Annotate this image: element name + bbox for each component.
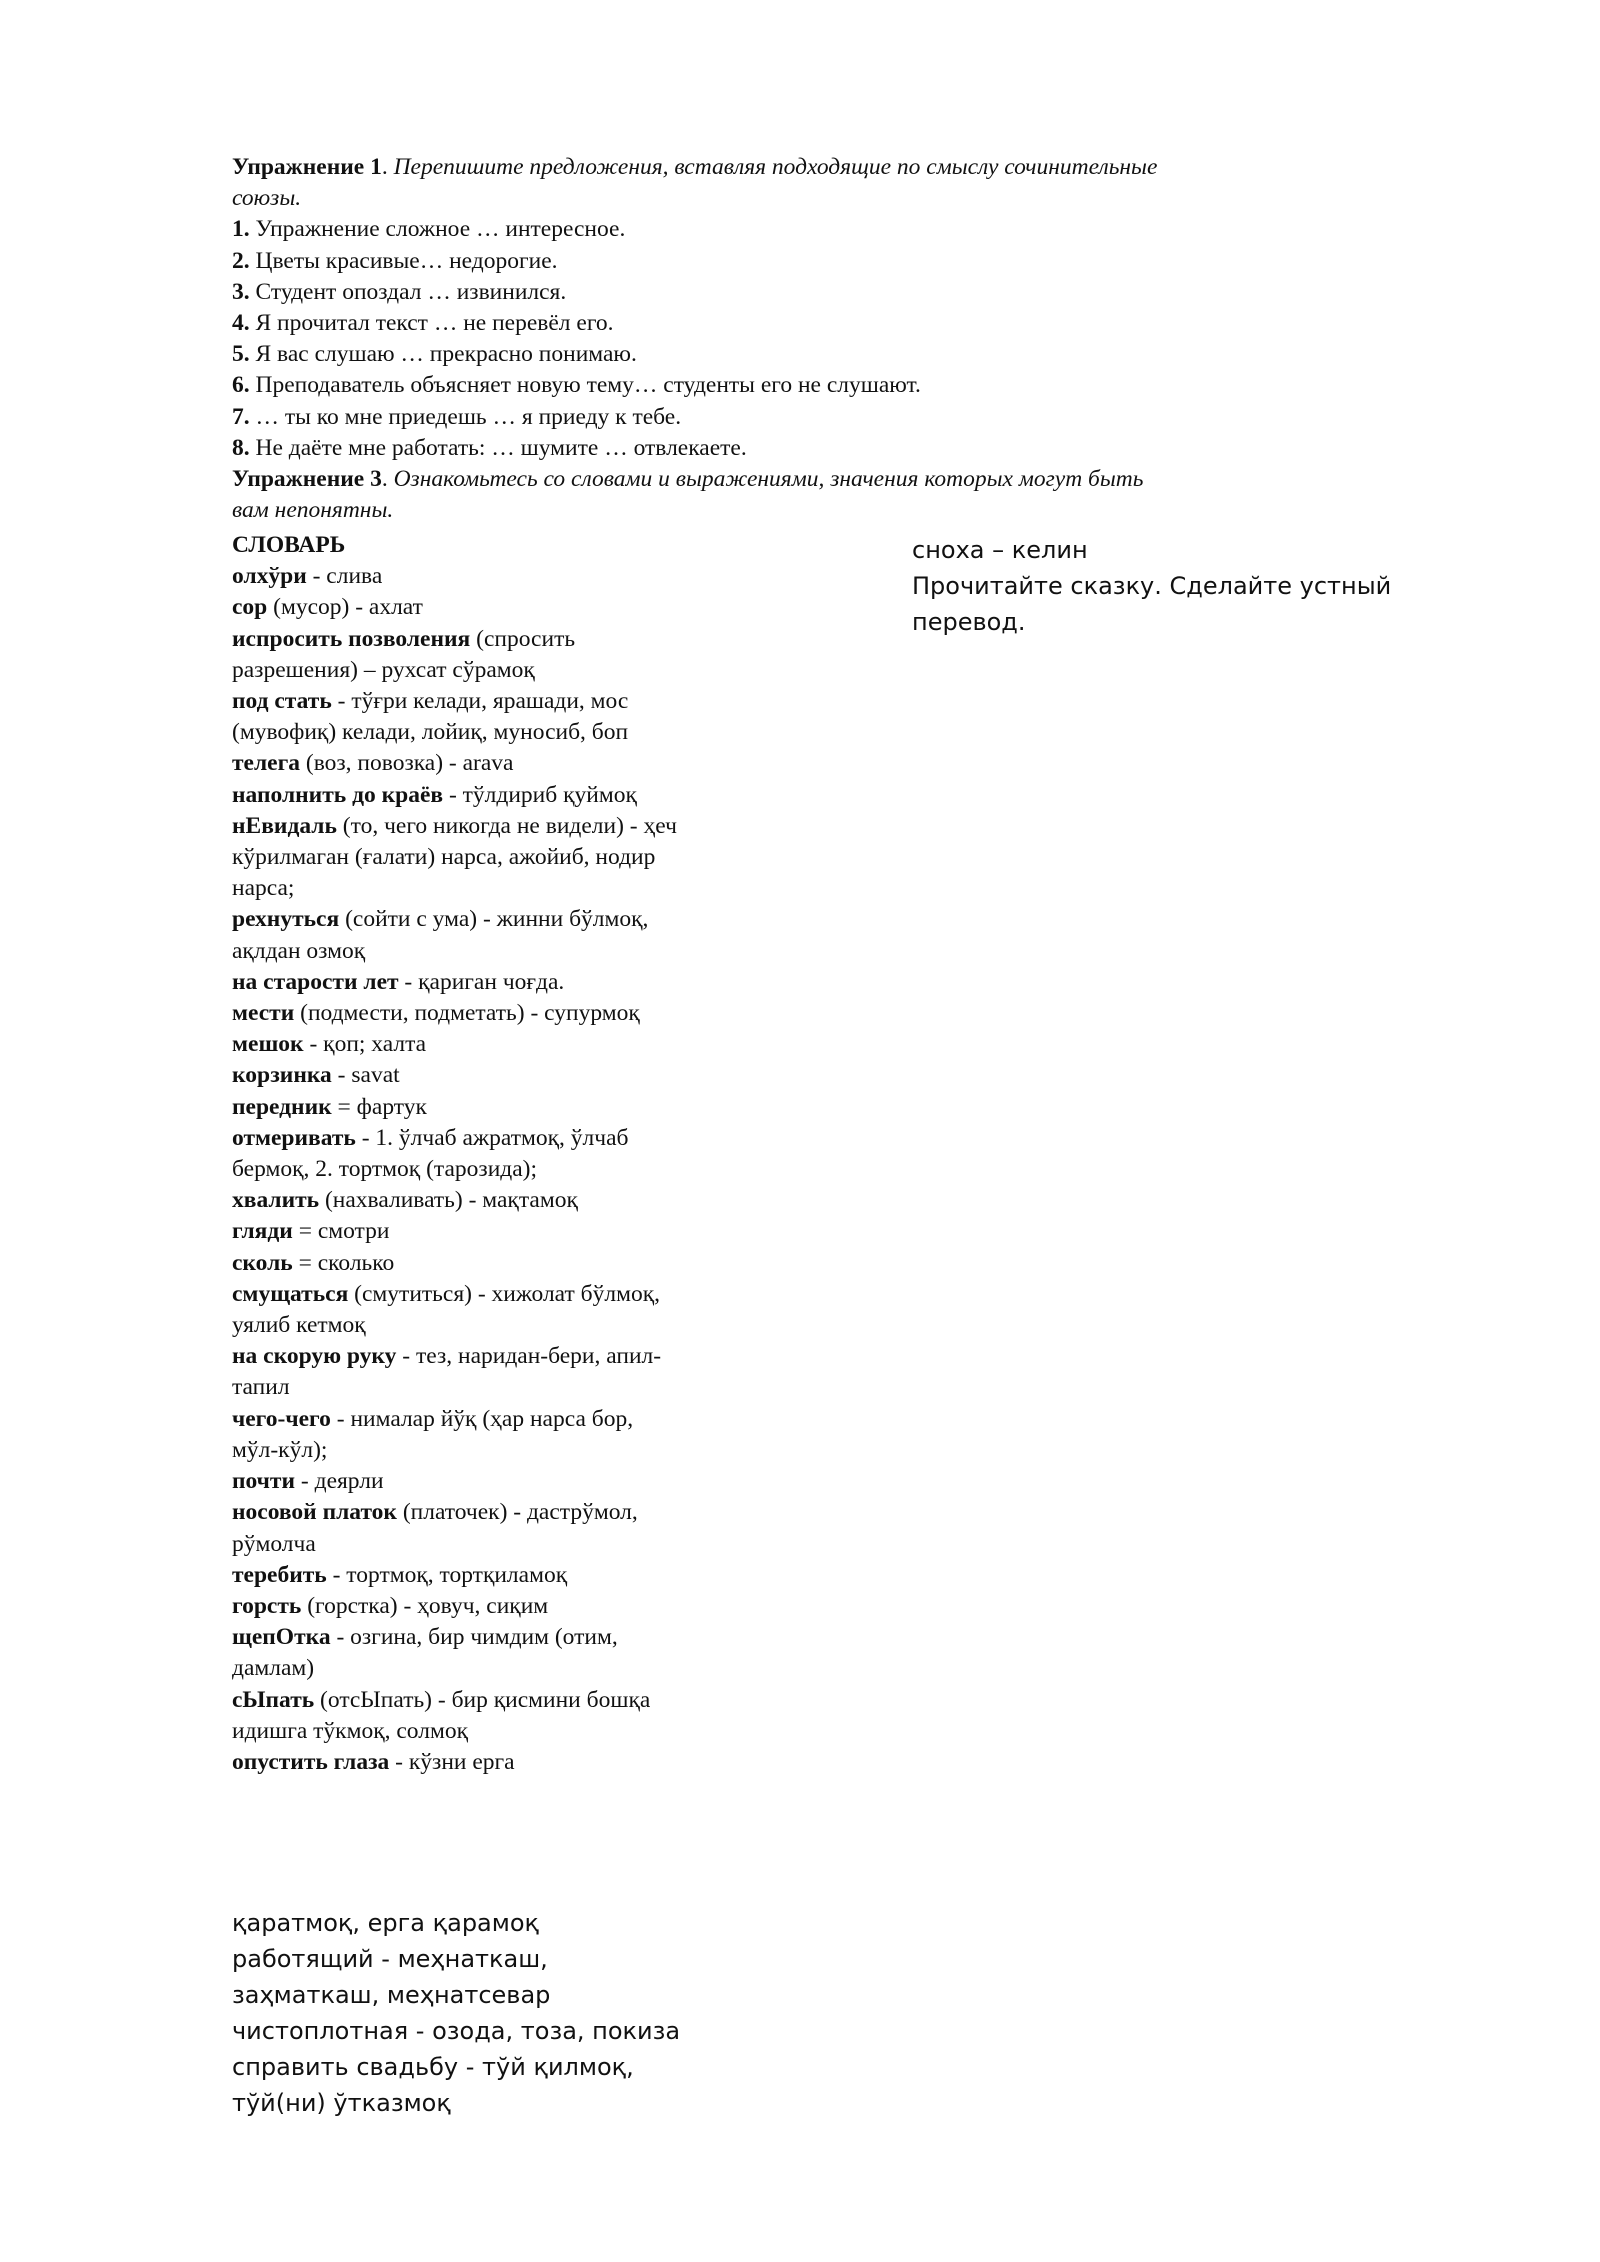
entry-term: нЕвидаль (232, 812, 337, 839)
dictionary-entry (232, 1497, 682, 1559)
entry-term: передник (232, 1093, 332, 1120)
exercise-1-items (232, 214, 1172, 464)
entry-term: олхўри (232, 563, 307, 590)
dictionary-entry (232, 561, 682, 592)
dictionary-entry (232, 1747, 682, 1778)
reading-task: Прочитайте сказку. Сделайте устный перевод. (912, 572, 1392, 636)
exercise-1-instruction: Перепишите предложения, вставляя подходящие по смыслу сочинительные союзы. (232, 154, 1158, 212)
exercise-1-item (232, 277, 1172, 308)
entry-definition: (воз, повозка) - arava (300, 750, 514, 777)
entry-term: сколь (232, 1249, 293, 1276)
dictionary-entry (232, 624, 682, 686)
exercise-1-item (232, 246, 1172, 277)
entry-definition: - нималар йўқ (ҳар нарса бор, мўл-кўл); (232, 1405, 634, 1463)
exercise-1-heading: Упражнение 1. Перепишите предложения, вставляя подходящие по смыслу сочинительные союзы. (232, 154, 1158, 212)
entry-definition: - қариган чоғда. (398, 968, 565, 995)
dictionary-entry (232, 904, 682, 966)
exercise-3-label: Упражнение 3 (232, 466, 382, 493)
entry-definition: - қоп; халта (303, 1031, 427, 1058)
entry-term: гляди (232, 1218, 293, 1245)
entry-term: на скорую руку (232, 1343, 397, 1370)
entry-term: сор (232, 594, 268, 621)
dictionary-entry (232, 1560, 682, 1591)
exercise-3-instruction: Ознакомьтесь со словами и выражениями, значения которых могут быть вам непонятны. (232, 466, 1144, 524)
exercise-1-item (232, 308, 1172, 339)
exercise-1-item (232, 339, 1172, 370)
dictionary-entry (232, 1123, 682, 1185)
exercise-1-item (232, 370, 1172, 401)
entry-term: теребить (232, 1561, 327, 1588)
entry-term: чего-чего (232, 1405, 331, 1432)
dictionary-entry (232, 780, 682, 811)
item-number: 8. (232, 434, 250, 461)
entry-definition: (горстка) - ҳовуч, сиқим (301, 1592, 549, 1619)
dictionary-entry (232, 1092, 682, 1123)
dictionary (232, 530, 682, 1778)
item-number: 7. (232, 403, 250, 430)
entry-term: щепОтка (232, 1624, 331, 1651)
dictionary-entry (232, 1341, 682, 1403)
dictionary-entry (232, 1622, 682, 1684)
dictionary-title: СЛОВАРЬ (232, 532, 346, 558)
exercise-1-item (232, 433, 1172, 464)
item-text: Не даёте мне работать: … шумите … отвлекаете. (249, 434, 747, 461)
entry-definition: (подмести, подметать) - супурмоқ (294, 1000, 640, 1027)
entry-definition: (спросить разрешения) – рухсат сўрамоқ (232, 625, 576, 683)
dictionary-line: чистоплотная - озода, тоза, покиза (232, 2017, 681, 2045)
snokha-entry: сноха – келин (912, 536, 1088, 564)
dictionary-entry (232, 592, 682, 623)
entry-term: опустить глаза (232, 1748, 390, 1775)
item-text: Упражнение сложное … интересное. (249, 216, 626, 243)
dictionary-entry (232, 1466, 682, 1497)
exercise-section (232, 152, 1172, 526)
entry-definition: = смотри (292, 1218, 390, 1245)
dictionary-entry (232, 1216, 682, 1247)
item-text: Я вас слушаю … прекрасно понимаю. (249, 341, 637, 368)
dictionary-entry (232, 998, 682, 1029)
dictionary-entry (232, 686, 682, 748)
entry-definition: - тўғри келади, ярашади, мос (мувофиқ) келади, лойиқ, муносиб, боп (232, 688, 629, 746)
entry-definition: - savat (331, 1062, 400, 1089)
entry-term: на старости лет (232, 968, 399, 995)
dictionary-entry (232, 967, 682, 998)
exercise-1-label: Упражнение 1 (232, 154, 382, 180)
item-number: 6. (232, 372, 250, 399)
dictionary-line: работящий - меҳнаткаш, заҳматкаш, меҳнатсевар (232, 1945, 551, 2009)
dictionary-entry (232, 1591, 682, 1622)
entry-definition: (отсЫпать) - бир қисмини бошқа идишга тўкмоқ, солмоқ (232, 1686, 651, 1744)
right-column (912, 532, 1432, 640)
entry-term: под стать (232, 688, 332, 715)
entry-term: мешок (232, 1031, 304, 1058)
entry-definition: (то, чего никогда не видели) - ҳеч кўрилмаган (ғалати) нарса, ажойиб, нодир нарса; (232, 812, 677, 902)
entry-definition: - деярли (295, 1468, 384, 1495)
dictionary-entry (232, 811, 682, 905)
entry-definition: - тортмоқ, тортқиламоқ (326, 1561, 568, 1588)
dictionary-entry (232, 1685, 682, 1747)
dictionary-entry (232, 1185, 682, 1216)
entry-definition: - слива (306, 563, 383, 590)
exercise-3-heading: Упражнение 3. Ознакомьтесь со словами и выражениями, значения которых могут быть вам непонятны. (232, 466, 1144, 524)
entry-term: телега (232, 750, 301, 777)
entry-definition: - тўлдириб қуймоқ (443, 781, 637, 808)
item-text: Студент опоздал … извинился. (249, 278, 567, 305)
entry-definition: - 1. ўлчаб ажратмоқ, ўлчаб бермоқ, 2. тортмоқ (тарозида); (232, 1124, 629, 1183)
dictionary-entry (232, 748, 682, 779)
entry-definition: - кўзни ерга (389, 1748, 515, 1775)
entry-definition: = фартук (331, 1093, 427, 1120)
entry-term: наполнить до краёв (232, 781, 444, 808)
dictionary-line: справить свадьбу - тўй қилмоқ, тўй(ни) ўтказмоқ (232, 2053, 634, 2117)
item-text: Цветы красивые… недорогие. (249, 247, 558, 274)
entry-term: носовой платок (232, 1499, 397, 1526)
entry-term: отмеривать (232, 1124, 356, 1151)
entry-term: горсть (232, 1592, 302, 1619)
entry-definition: = сколько (292, 1249, 395, 1276)
dictionary-entries (232, 561, 682, 1778)
item-number: 4. (232, 310, 250, 337)
entry-term: испросить позволения (232, 625, 471, 652)
entry-definition: (платочек) - дастрўмол, рўмолча (232, 1499, 638, 1557)
item-number: 3. (232, 278, 250, 305)
entry-term: сЫпать (232, 1686, 315, 1713)
entry-definition: - тез, наридан-бери, апил-тапил (232, 1343, 662, 1401)
entry-term: смущаться (232, 1280, 349, 1307)
entry-term: мести (232, 1000, 295, 1027)
entry-definition: - озгина, бир чимдим (отим, дамлам) (232, 1624, 618, 1682)
entry-term: корзинка (232, 1062, 332, 1089)
entry-definition: (нахваливать) - мақтамоқ (319, 1187, 578, 1214)
exercise-1-item (232, 402, 1172, 433)
item-text: … ты ко мне приедешь … я приеду к тебе. (249, 403, 682, 430)
dictionary-entry (232, 1404, 682, 1466)
entry-definition: (мусор) - ахлат (267, 594, 423, 621)
item-number: 2. (232, 247, 250, 274)
item-text: Преподаватель объясняет новую тему… студенты его не слушают. (249, 372, 921, 399)
dictionary-entry (232, 1248, 682, 1279)
dictionary-line: қаратмоқ, ерга қарамоқ (232, 1909, 540, 1937)
item-number: 5. (232, 341, 250, 368)
entry-definition: (смутиться) - хижолат бўлмоқ, уялиб кетмоқ (232, 1280, 660, 1339)
entry-term: хвалить (232, 1187, 320, 1214)
entry-term: рехнуться (232, 906, 340, 933)
item-text: Я прочитал текст … не перевёл его. (249, 310, 614, 337)
item-number: 1. (232, 216, 250, 243)
entry-definition: (сойти с ума) - жинни бўлмоқ, ақлдан озмоқ (232, 906, 649, 964)
exercise-1-item (232, 214, 1172, 245)
dictionary-continuation (232, 1905, 692, 2121)
entry-term: почти (232, 1468, 296, 1495)
dictionary-entry (232, 1060, 682, 1091)
dictionary-entry (232, 1029, 682, 1060)
dictionary-entry (232, 1279, 682, 1341)
